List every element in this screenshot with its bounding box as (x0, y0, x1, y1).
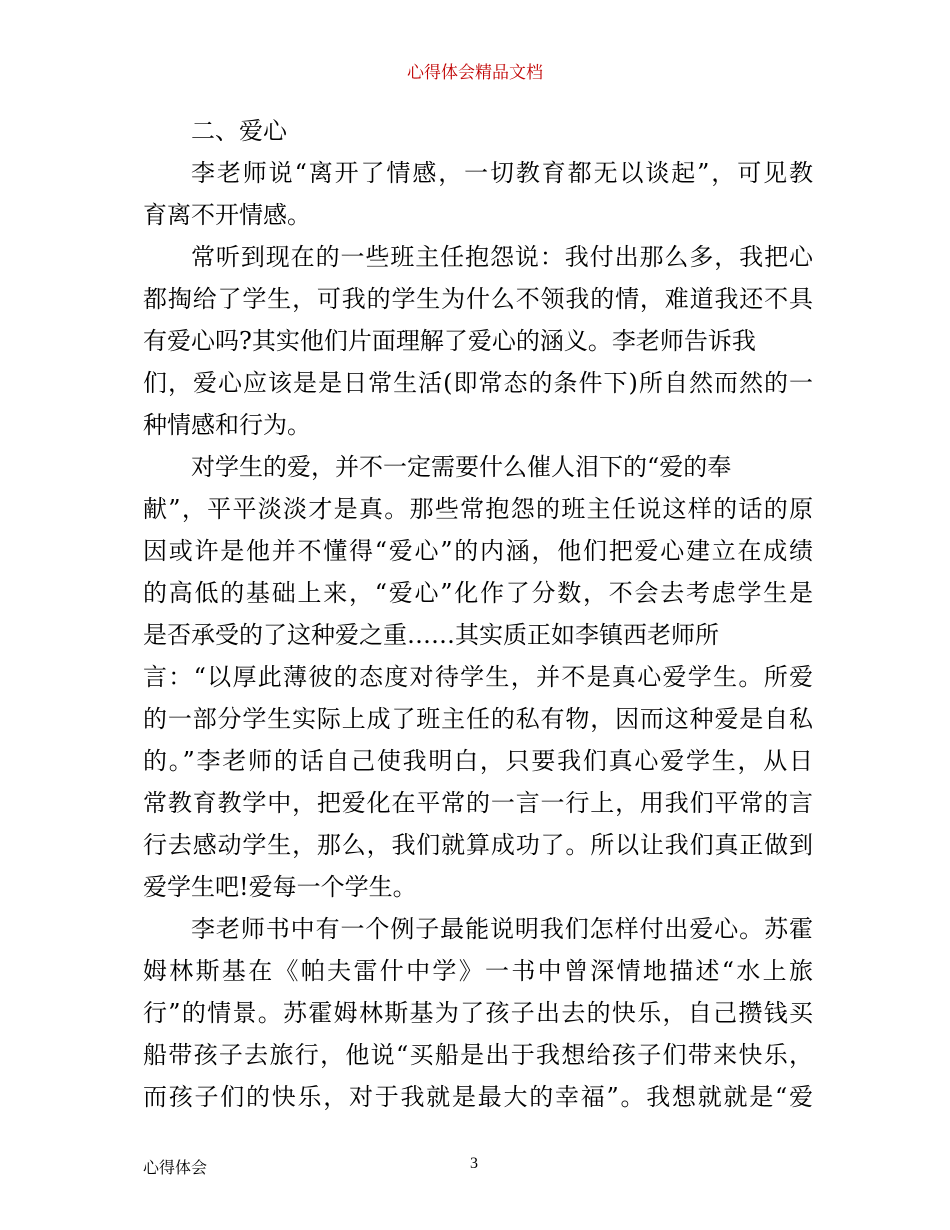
paragraph-line: 都掏给了学生，可我的学生为什么不领我的情，难道我还不具 (143, 285, 813, 313)
paragraph-line: 种情感和行为。 (143, 411, 311, 439)
paragraph-line: 是否承受的了这种爱之重……其实质正如李镇西老师所 (143, 621, 719, 649)
paragraph-line: 因或许是他并不懂得“爱心”的内涵，他们把爱心建立在成绩 (143, 537, 813, 565)
page-number: 3 (470, 1155, 478, 1172)
paragraph-line: 行”的情景。苏霍姆林斯基为了孩子出去的快乐，自己攒钱买 (143, 999, 813, 1027)
paragraph-line: 李老师说“离开了情感，一切教育都无以谈起”，可见教 (191, 159, 813, 187)
paragraph-line: 对学生的爱，并不一定需要什么催人泪下的“爱的奉 (191, 453, 732, 481)
document-body (143, 110, 813, 1118)
paragraph-line: 行去感动学生，那么，我们就算成功了。所以让我们真正做到 (143, 831, 813, 859)
paragraph-line: 爱学生吧!爱每一个学生。 (143, 873, 417, 901)
paragraph-line: 献”，平平淡淡才是真。那些常抱怨的班主任说这样的话的原 (143, 495, 813, 523)
paragraph-line: 李老师书中有一个例子最能说明我们怎样付出爱心。苏霍 (191, 915, 813, 943)
paragraph-line: 的高低的基础上来，“爱心”化作了分数，不会去考虑学生是 (143, 579, 813, 607)
document-header-title: 心得体会精品文档 (407, 63, 543, 83)
paragraph-line: 常教育教学中，把爱化在平常的一言一行上，用我们平常的言 (143, 789, 813, 817)
paragraph-line: 的。”李老师的话自己使我明白，只要我们真心爱学生，从日 (143, 747, 813, 775)
paragraph-line: 常听到现在的一些班主任抱怨说：我付出那么多，我把心 (191, 243, 813, 271)
paragraph-line: 的一部分学生实际上成了班主任的私有物，因而这种爱是自私 (143, 705, 813, 733)
paragraph-line: 船带孩子去旅行，他说“买船是出于我想给孩子们带来快乐， (143, 1041, 813, 1069)
paragraph-line: 有爱心吗?其实他们片面理解了爱心的涵义。李老师告诉我 (143, 327, 756, 355)
paragraph-line: 言：“以厚此薄彼的态度对待学生，并不是真心爱学生。所爱 (143, 663, 813, 691)
paragraph-line: 们，爱心应该是是日常生活(即常态的条件下)所自然而然的一 (143, 369, 813, 397)
paragraph-line: 而孩子们的快乐，对于我就是最大的幸福”。我想就就是“爱 (143, 1083, 813, 1111)
footer-label: 心得体会 (143, 1158, 208, 1177)
paragraph-line: 姆林斯基在《帕夫雷什中学》一书中曾深情地描述“水上旅 (143, 957, 813, 985)
section-heading: 二、爱心 (191, 117, 287, 145)
paragraph-line: 育离不开情感。 (143, 201, 311, 229)
